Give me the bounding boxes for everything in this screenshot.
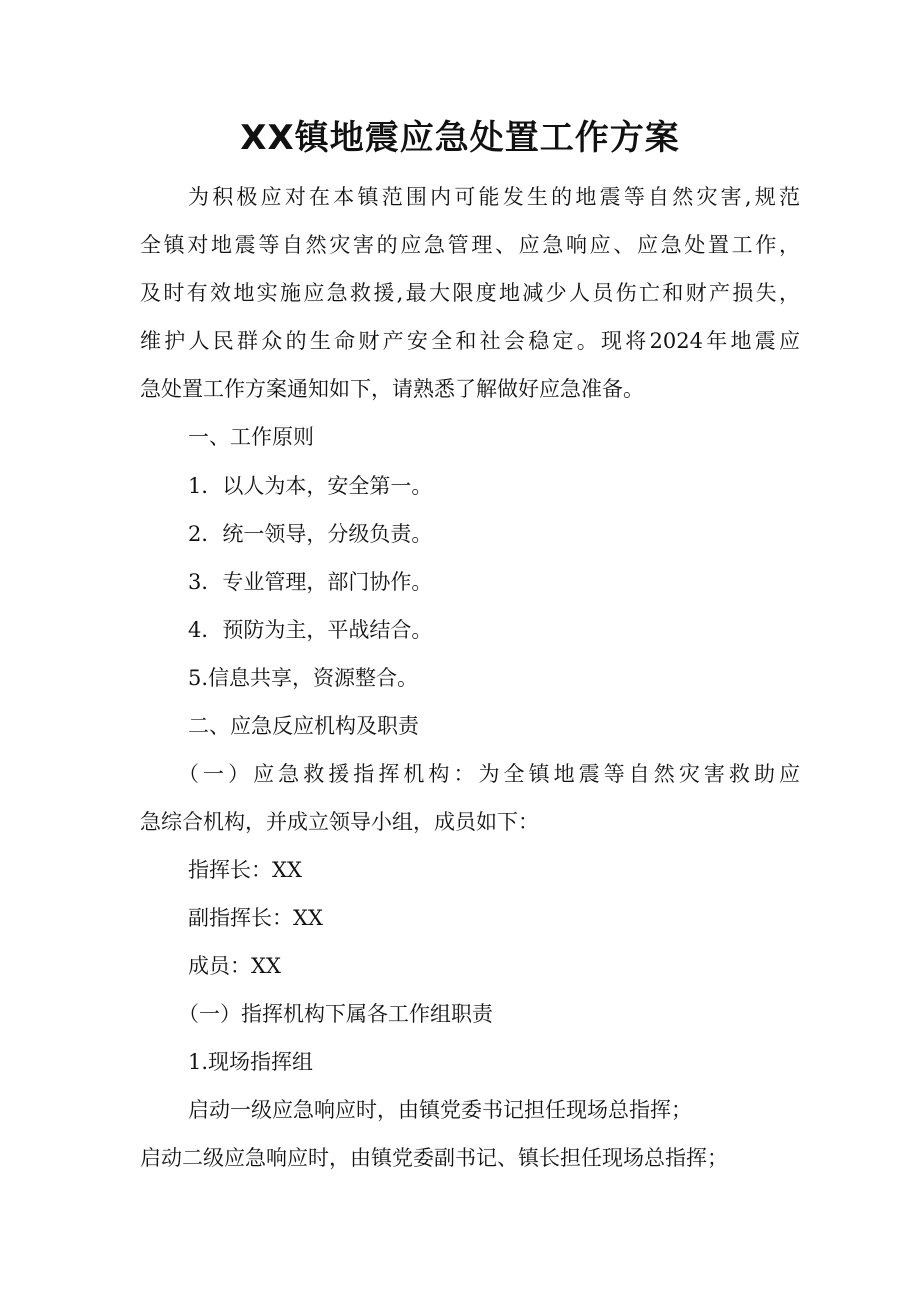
intro-line-3: 及时有效地实施应急救援,最大限度地减少人员伤亡和财产损失， [140,281,800,305]
workgroup-heading-onsite: 1.现场指挥组 [188,1050,314,1074]
section-heading-organization: 二、应急反应机构及职责 [188,714,419,738]
principle-item-3: 3．专业管理，部门协作。 [188,570,433,594]
subsection-workgroups-heading: （一）指挥机构下属各工作组职责 [178,1002,493,1026]
workgroup-onsite-line-2: 启动二级应急响应时，由镇党委副书记、镇长担任现场总指挥； [140,1146,728,1170]
deputy-commander-line: 副指挥长：XX [188,906,323,930]
intro-line-5: 急处置工作方案通知如下，请熟悉了解做好应急准备。 [140,377,644,401]
section-heading-principles: 一、工作原则 [188,425,314,449]
principle-item-4: 4．预防为主，平战结合。 [188,618,433,642]
intro-line-2: 全镇对地震等自然灾害的应急管理、应急响应、应急处置工作， [140,233,800,257]
subsection-command-line-1: （一）应急救援指挥机构：为全镇地震等自然灾害救助应 [178,762,800,786]
document-title: XX镇地震应急处置工作方案 [240,118,680,158]
members-line: 成员：XX [188,954,281,978]
principle-item-2: 2．统一领导，分级负责。 [188,522,433,546]
principle-item-1: 1．以人为本，安全第一。 [188,474,433,498]
intro-line-4: 维护人民群众的生命财产安全和社会稳定。现将2024年地震应 [140,329,800,353]
intro-line-1: 为积极应对在本镇范围内可能发生的地震等自然灾害,规范 [188,185,800,209]
subsection-command-line-2: 急综合机构，并成立领导小组，成员如下： [140,810,539,834]
principle-item-5: 5.信息共享，资源整合。 [188,666,419,690]
workgroup-onsite-line-1: 启动一级应急响应时，由镇党委书记担任现场总指挥； [188,1098,692,1122]
commander-line: 指挥长：XX [188,858,302,882]
